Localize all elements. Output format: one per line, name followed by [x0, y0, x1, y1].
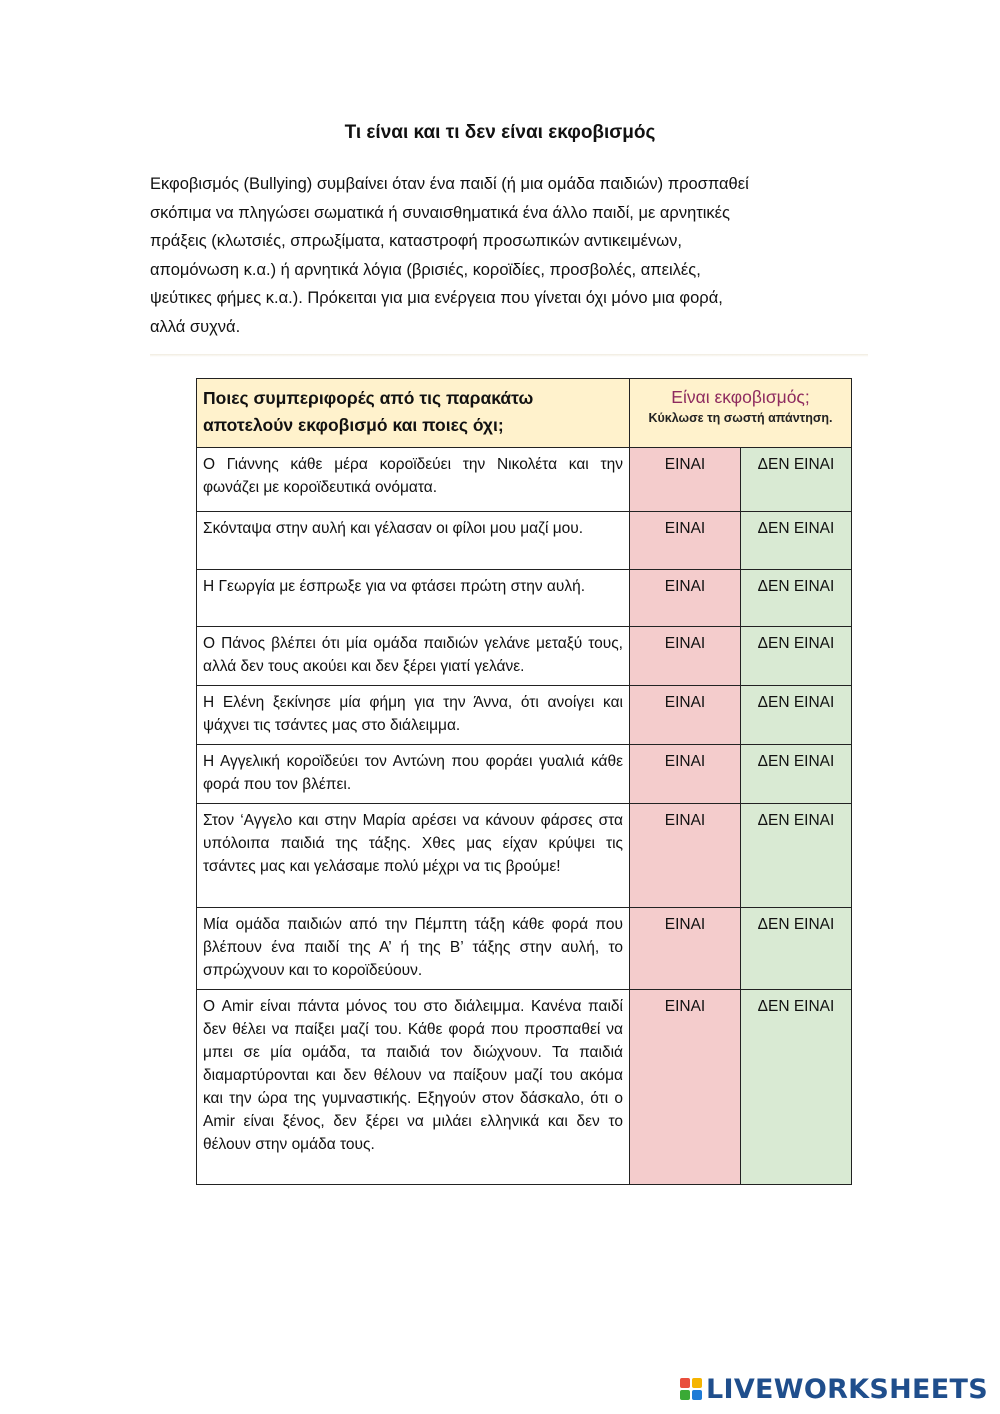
table-row [197, 908, 852, 990]
answer-yes[interactable]: ΕΙΝΑΙ [630, 745, 741, 804]
answer-yes[interactable]: ΕΙΝΑΙ [630, 512, 741, 570]
answer-no[interactable]: ΔΕΝ ΕΙΝΑΙ [741, 686, 852, 745]
logo-square [692, 1390, 702, 1400]
logo-square [680, 1390, 690, 1400]
divider [150, 354, 868, 357]
table-row [197, 512, 852, 570]
table-row [197, 686, 852, 745]
logo-square [692, 1378, 702, 1388]
statement-cell: Ο Πάνος βλέπει ότι μία ομάδα παιδιών γελάνε μεταξύ τους, αλλά δεν τους ακούει και δεν ξέρει γιατί γελάνε. [197, 627, 630, 686]
intro-line: αλλά συχνά. [150, 317, 241, 336]
answer-yes[interactable]: ΕΙΝΑΙ [630, 627, 741, 686]
answer-no[interactable]: ΔΕΝ ΕΙΝΑΙ [741, 448, 852, 512]
answer-no[interactable]: ΔΕΝ ΕΙΝΑΙ [741, 627, 852, 686]
statement-cell: Η Αγγελική κοροϊδεύει τον Αντώνη που φοράει γυαλιά κάθε φορά που τον βλέπει. [197, 745, 630, 804]
answer-yes[interactable]: ΕΙΝΑΙ [630, 990, 741, 1185]
answer-yes[interactable]: ΕΙΝΑΙ [630, 908, 741, 990]
answer-no[interactable]: ΔΕΝ ΕΙΝΑΙ [741, 990, 852, 1185]
intro-line: ψεύτικες φήμες κ.α.). Πρόκειται για μια ενέργεια που γίνεται όχι μόνο μια φορά, [150, 289, 723, 307]
answer-header [630, 379, 852, 448]
logo-text: LIVEWORKSHEETS [705, 1373, 988, 1405]
statement-cell: Μία ομάδα παιδιών από την Πέμπτη τάξη κάθε φορά που βλέπουν ένα παιδί της Α’ ή της Β’ τάξης στην αυλή, το σπρώχνουν και το κοροϊδεύουν. [197, 908, 630, 990]
answer-header-instruction: Κύκλωσε τη σωστή απάντηση. [648, 411, 833, 425]
table-row [197, 745, 852, 804]
liveworksheets-logo [680, 1372, 988, 1406]
intro-line: απομόνωση κ.α.) ή αρνητικά λόγια (βρισιές, κοροϊδίες, προσβολές, απειλές, [150, 260, 701, 279]
intro-line: σκόπιμα να πληγώσει σωματικά ή συναισθηματικά ένα άλλο παιδί, με αρνητικές [150, 203, 730, 222]
statement-cell: Ο Amir είναι πάντα μόνος του στο διάλειμμα. Κανένα παιδί δεν θέλει να παίξει μαζί του. Κάθε φορά που προσπαθεί να μπει σε μία ομάδα, τα παιδιά τον διώχνουν. Τα παιδιά διαμαρτύρονται και δεν θέλουν να παίξουν μαζί του ακόμα και την ώρα της γυμναστικής. Εξηγούν στον δάσκαλο, ότι ο Amir είναι ξένος, δεν ξέρει να μιλάει ελληνικά και δεν το θέλουν στην ομάδα τους. [197, 990, 630, 1185]
table-row [197, 570, 852, 627]
table-row [197, 448, 852, 512]
table-header-row [197, 379, 852, 448]
answer-no[interactable]: ΔΕΝ ΕΙΝΑΙ [741, 804, 852, 908]
bullying-table [196, 378, 852, 1185]
statement-cell: Σκόνταψα στην αυλή και γέλασαν οι φίλοι μου μαζί μου. [197, 512, 630, 570]
answer-yes[interactable]: ΕΙΝΑΙ [630, 448, 741, 512]
intro-paragraph [150, 170, 850, 341]
answer-yes[interactable]: ΕΙΝΑΙ [630, 570, 741, 627]
statement-cell: Ο Γιάννης κάθε μέρα κοροϊδεύει την Νικολέτα και την φωνάζει με κοροϊδευτικά ονόματα. [197, 448, 630, 512]
answer-no[interactable]: ΔΕΝ ΕΙΝΑΙ [741, 512, 852, 570]
answer-no[interactable]: ΔΕΝ ΕΙΝΑΙ [741, 745, 852, 804]
answer-no[interactable]: ΔΕΝ ΕΙΝΑΙ [741, 908, 852, 990]
question-header: Ποιες συμπεριφορές από τις παρακάτω αποτελούν εκφοβισμό και ποιες όχι; [197, 379, 630, 448]
statement-cell: Η Ελένη ξεκίνησε μία φήμη για την Άννα, ότι ανοίγει και ψάχνει τις τσάντες μας στο διάλειμμα. [197, 686, 630, 745]
logo-square [680, 1378, 690, 1388]
answer-header-title: Είναι εκφοβισμός; [671, 387, 810, 407]
answer-no[interactable]: ΔΕΝ ΕΙΝΑΙ [741, 570, 852, 627]
table-row [197, 627, 852, 686]
table-row [197, 990, 852, 1185]
statement-cell: Η Γεωργία με έσπρωξε για να φτάσει πρώτη στην αυλή. [197, 570, 630, 627]
table-row [197, 804, 852, 908]
statement-cell: Στον ‘Αγγελο και στην Μαρία αρέσει να κάνουν φάρσες στα υπόλοιπα παιδιά της τάξης. Χθες μας είχαν κρύψει τις τσάντες μας και γελάσαμε πολύ μέχρι να τις βρούμε! [197, 804, 630, 908]
answer-yes[interactable]: ΕΙΝΑΙ [630, 686, 741, 745]
intro-line: πράξεις (κλωτσιές, σπρωξίματα, καταστροφή προσωπικών αντικειμένων, [150, 232, 682, 250]
answer-yes[interactable]: ΕΙΝΑΙ [630, 804, 741, 908]
intro-line: Εκφοβισμός (Bullying) συμβαίνει όταν ένα παιδί (ή μια ομάδα παιδιών) προσπαθεί [150, 175, 749, 193]
page-title: Τι είναι και τι δεν είναι εκφοβισμός [344, 122, 656, 143]
logo-mark-icon [680, 1378, 702, 1400]
